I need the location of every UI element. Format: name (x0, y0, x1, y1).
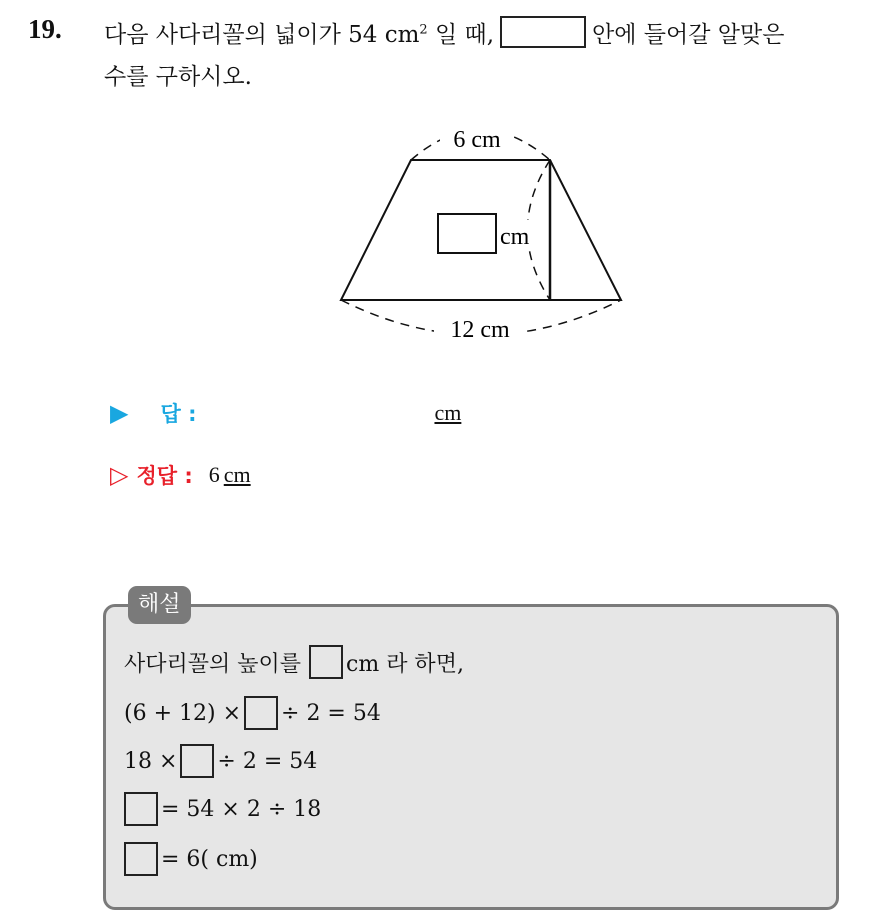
trapezoid-figure (0, 0, 884, 380)
question-line-2: 수를 구하시오. (104, 64, 252, 90)
explanation-text: ÷ 2 = 54 (217, 748, 318, 774)
blank-square (124, 842, 158, 876)
question-text-before: 다음 사다리꼴의 넓이가 54 cm (104, 22, 420, 48)
explanation-line-1 (124, 645, 464, 679)
explanation-text: (6 + 12) × (124, 700, 242, 726)
top-label: 6 cm (453, 127, 501, 153)
question-text-after: 안에 들어갈 알맞은 (592, 22, 785, 48)
explanation-line-3 (124, 744, 317, 778)
answer-row (110, 398, 461, 428)
explanation-text: 18 × (124, 748, 178, 774)
blank-square (244, 696, 278, 730)
correct-marker-icon: ▷ (110, 461, 129, 489)
answer-marker-icon: ▶ (110, 399, 129, 427)
answer-unit: cm (434, 400, 462, 425)
question-text-mid: 일 때, (427, 22, 495, 48)
explanation-line-5 (124, 842, 258, 876)
explanation-line-2 (124, 696, 381, 730)
blank-square (309, 645, 343, 679)
explanation-text: cm 라 하면, (346, 651, 464, 677)
answer-label: 답 : (160, 402, 197, 426)
correct-unit: cm (223, 462, 251, 487)
explanation-text: = 54 × 2 ÷ 18 (161, 796, 322, 822)
correct-answer-row (110, 460, 251, 490)
height-box (438, 214, 496, 253)
explanation-text: = 6( cm) (161, 846, 258, 872)
blank-square (180, 744, 214, 778)
question-number: 19. (28, 14, 62, 44)
bottom-label: 12 cm (450, 317, 510, 343)
correct-value: 6 (208, 462, 220, 487)
correct-label: 정답 : (136, 464, 193, 488)
blank-square (124, 792, 158, 826)
height-label: cm (500, 224, 530, 250)
explanation-text: 사다리꼴의 높이를 (124, 651, 302, 677)
superscript-2: 2 (419, 22, 428, 38)
explanation-tag: 해설 (128, 586, 191, 624)
explanation-line-4 (124, 792, 321, 826)
explanation-text: ÷ 2 = 54 (281, 700, 381, 726)
